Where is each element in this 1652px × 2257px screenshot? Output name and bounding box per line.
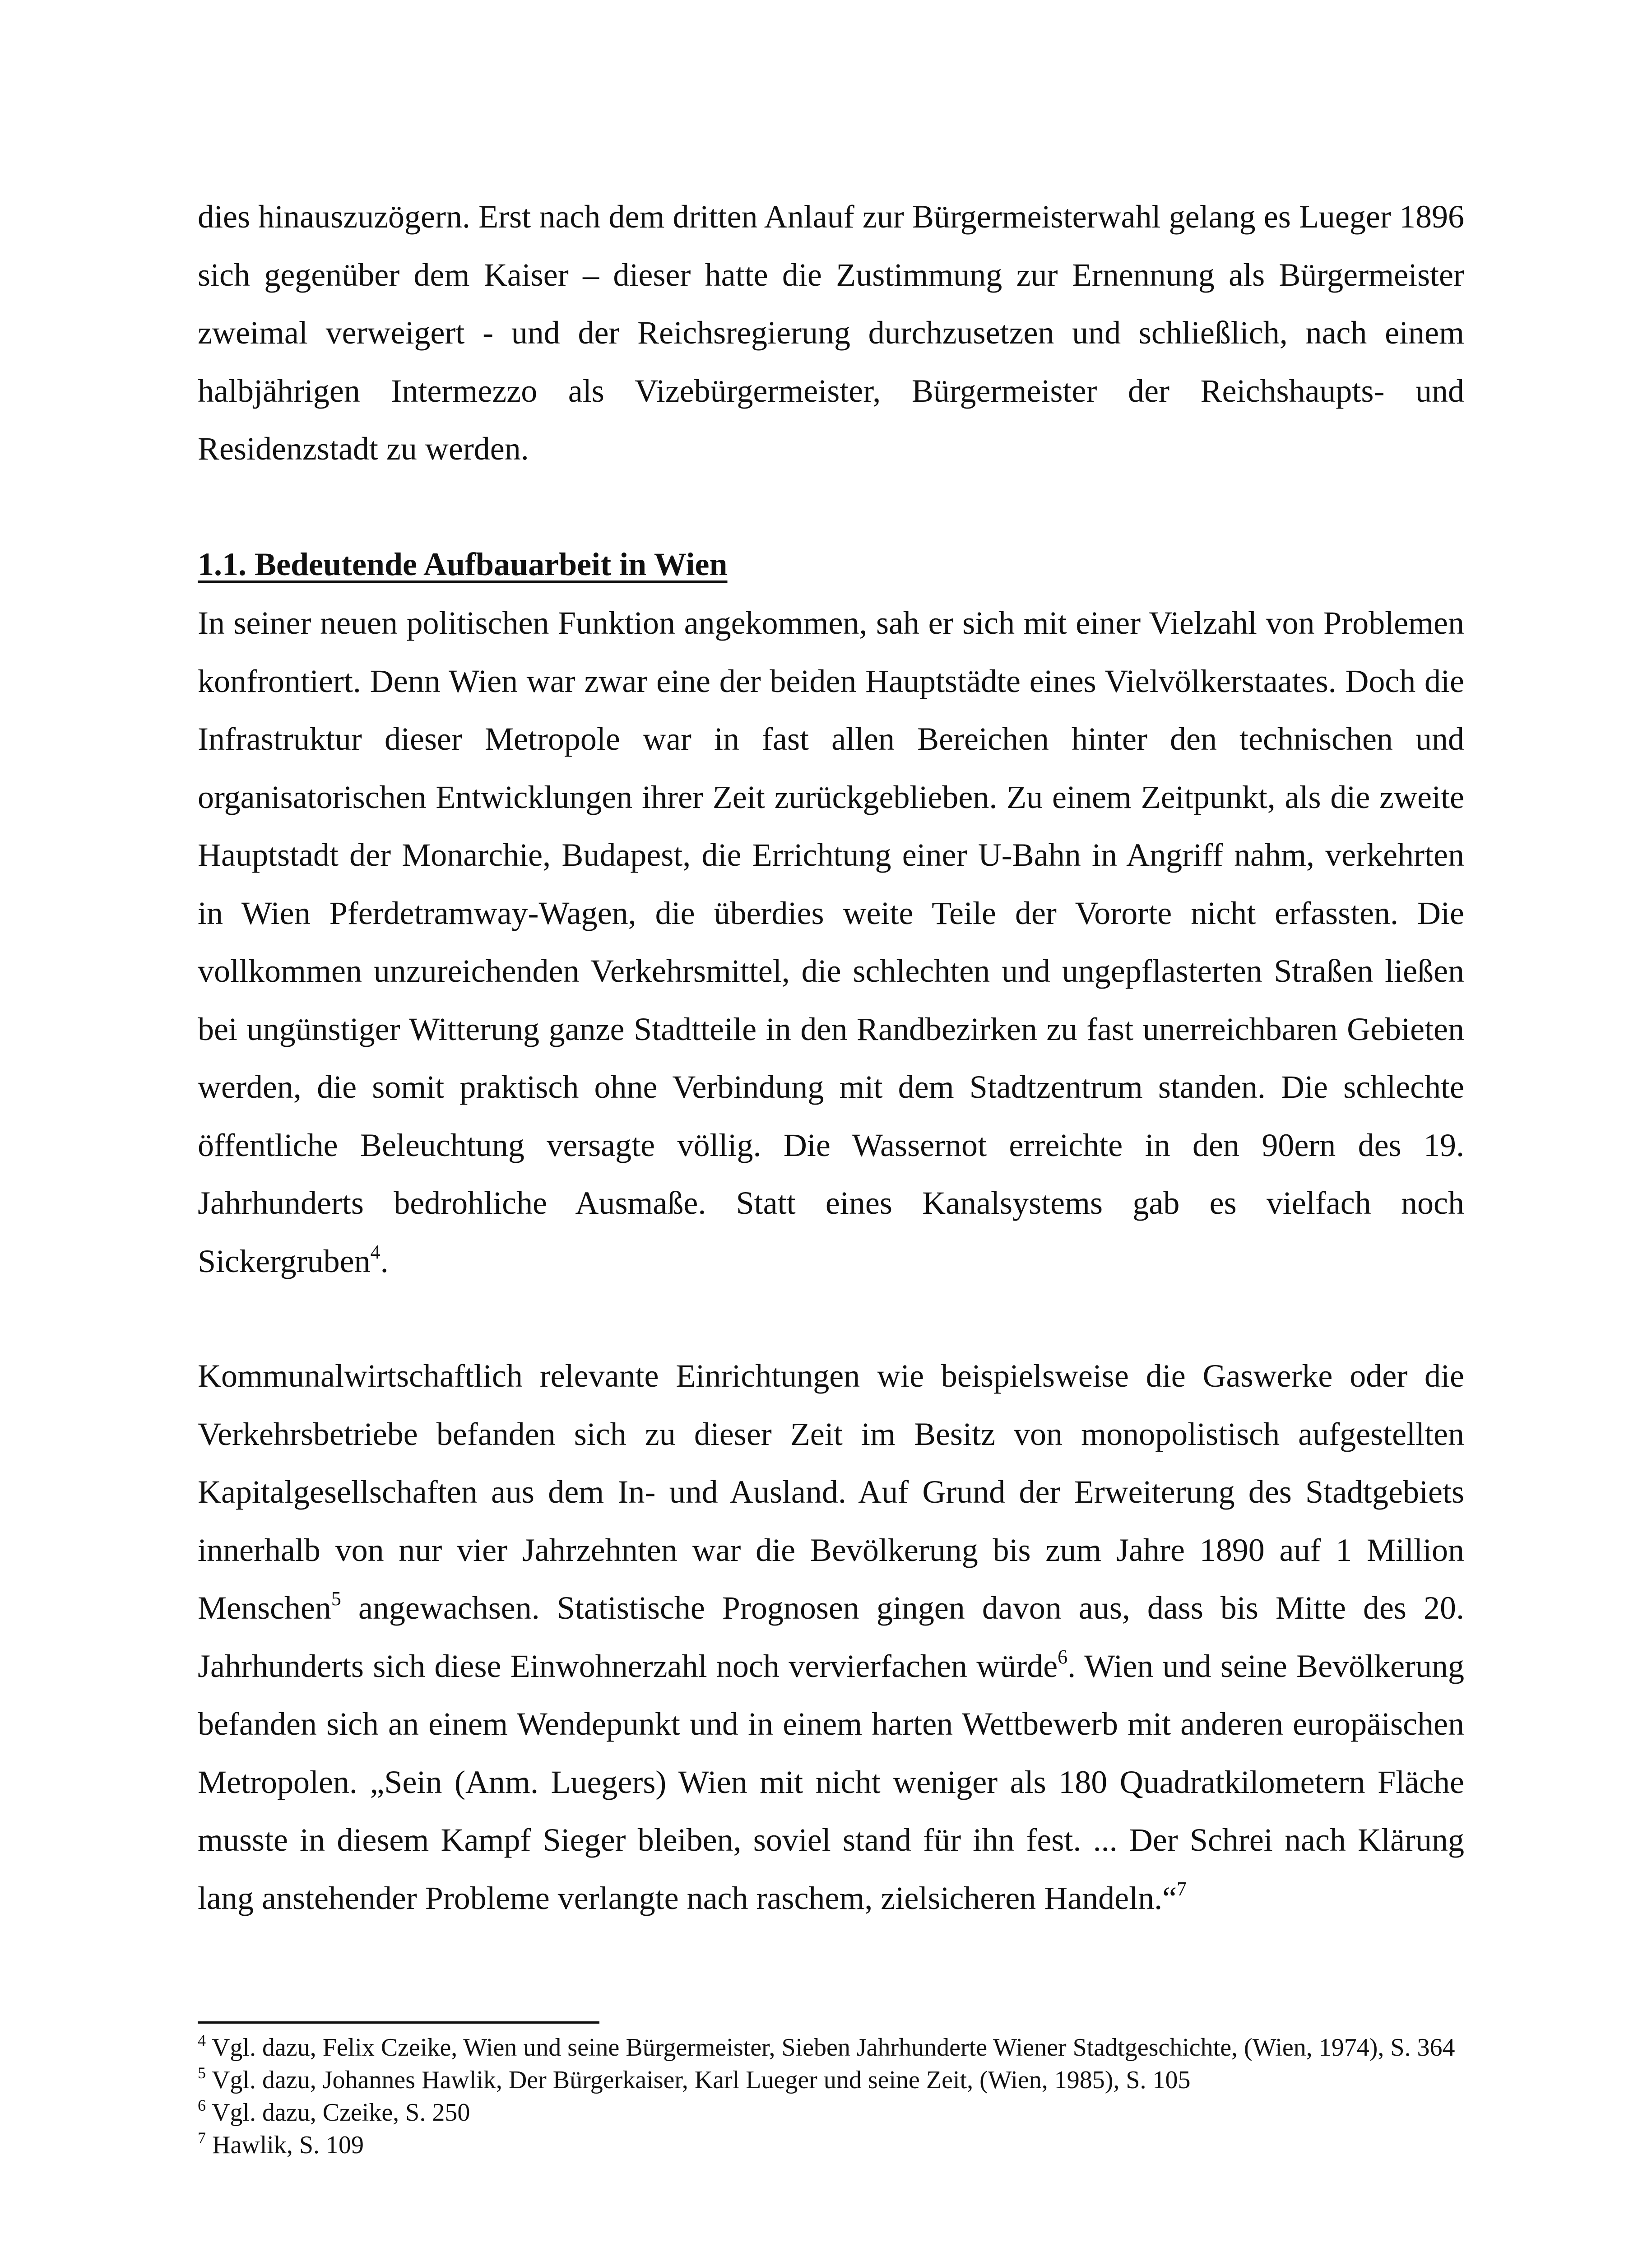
- paragraph-3-part-2: angewachsen. Statistische Prognosen gingen davon aus, dass bis Mitte des 20. Jahrhunderts sich diese Einwohnerzahl noch vervierfachen würde: [198, 1590, 1464, 1684]
- footnote-ref-7[interactable]: 7: [1177, 1877, 1187, 1900]
- footnote-number: 5: [198, 2064, 206, 2082]
- paragraph-3-part-3: . Wien und seine Bevölkerung befanden sich an einem Wendepunkt und in einem harten Wettbewerb mit anderen europäischen Metropolen. „Sein (Anm. Luegers) Wien mit nicht weniger als 180 Quadratkilometern Fläche musste in diesem Kampf Sieger bleiben, soviel stand für ihn fest. ... Der Schrei nach Klärung lang anstehender Probleme verlangte nach raschem, zielsicheren Handeln.“: [198, 1648, 1465, 1916]
- footnote-number: 6: [198, 2096, 206, 2114]
- footnote-number: 4: [198, 2031, 206, 2049]
- footnote-number: 7: [198, 2129, 206, 2147]
- section-heading: 1.1. Bedeutende Aufbauarbeit in Wien: [198, 546, 728, 582]
- footnote-separator: [198, 2021, 599, 2024]
- footnote-ref-6[interactable]: 6: [1058, 1645, 1068, 1668]
- paragraph-1: dies hinauszuzögern. Erst nach dem dritten Anlauf zur Bürgermeisterwahl gelang es Lueger 1896 sich gegenüber dem Kaiser – dieser hatte die Zustimmung zur Ernennung als Bürgermeister zweimal verweigert - und der Reichsregierung durchzusetzen und schließlich, nach einem halbjährigen Intermezzo als Vizebürgermeister, Bürgermeister der Reichshaupts- und Residenzstadt zu werden.: [198, 199, 1464, 467]
- footnote-text: Hawlik, S. 109: [206, 2131, 364, 2159]
- paragraph-3: [198, 1347, 1464, 1927]
- footnotes: [198, 2031, 1464, 2161]
- footnote-4: [198, 2031, 1464, 2064]
- footnote-text: Vgl. dazu, Felix Czeike, Wien und seine Bürgermeister, Sieben Jahrhunderte Wiener Stadtgeschichte, (Wien, 1974), S. 364: [206, 2034, 1455, 2062]
- footnote-text: Vgl. dazu, Johannes Hawlik, Der Bürgerkaiser, Karl Lueger und seine Zeit, (Wien, 1985), S. 105: [206, 2066, 1191, 2094]
- footnote-6: [198, 2096, 1464, 2129]
- footnote-5: [198, 2064, 1464, 2096]
- paragraph-3-part-1: Kommunalwirtschaftlich relevante Einrichtungen wie beispielsweise die Gaswerke oder die Verkehrsbetriebe befanden sich zu dieser Zeit im Besitz von monopolistisch aufgestellten Kapitalgesellschaften aus dem In- und Ausland. Auf Grund der Erweiterung des Stadtgebiets innerhalb von nur vier Jahrzehnten war die Bevölkerung bis zum Jahre 1890 auf 1 Million Menschen: [198, 1358, 1464, 1626]
- paragraph-2-text: In seiner neuen politischen Funktion angekommen, sah er sich mit einer Vielzahl von Problemen konfrontiert. Denn Wien war zwar eine der beiden Hauptstädte eines Vielvölkerstaates. Doch die Infrastruktur dieser Metropole war in fast allen Bereichen hinter den technischen und organisatorischen Entwicklungen ihrer Zeit zurückgeblieben. Zu einem Zeitpunkt, als die zweite Hauptstadt der Monarchie, Budapest, die Errichtung einer U-Bahn in Angriff nahm, verkehrten in Wien Pferdetramway-Wagen, die überdies weite Teile der Vororte nicht erfassten. Die vollkommen unzureichenden Verkehrsmittel, die schlechten und ungepflasterten Straßen ließen bei ungünstiger Witterung ganze Stadtteile in den Randbezirken zu fast unerreichbaren Gebieten werden, die somit praktisch ohne Verbindung mit dem Stadtzentrum standen. Die schlechte öffentliche Beleuchtung versagte völlig. Die Wassernot erreichte in den 90ern des 19. Jahrhunderts bedrohliche Ausmaße. Statt eines Kanalsystems gab es vielfach noch Sickergruben: [198, 605, 1464, 1279]
- footnote-ref-5[interactable]: 5: [331, 1588, 341, 1610]
- footnote-text: Vgl. dazu, Czeike, S. 250: [206, 2099, 470, 2127]
- paragraph-2: [198, 594, 1464, 1290]
- paragraph-2-end: .: [380, 1243, 389, 1279]
- footnote-7: [198, 2129, 1464, 2161]
- footnote-ref-4[interactable]: 4: [370, 1240, 381, 1263]
